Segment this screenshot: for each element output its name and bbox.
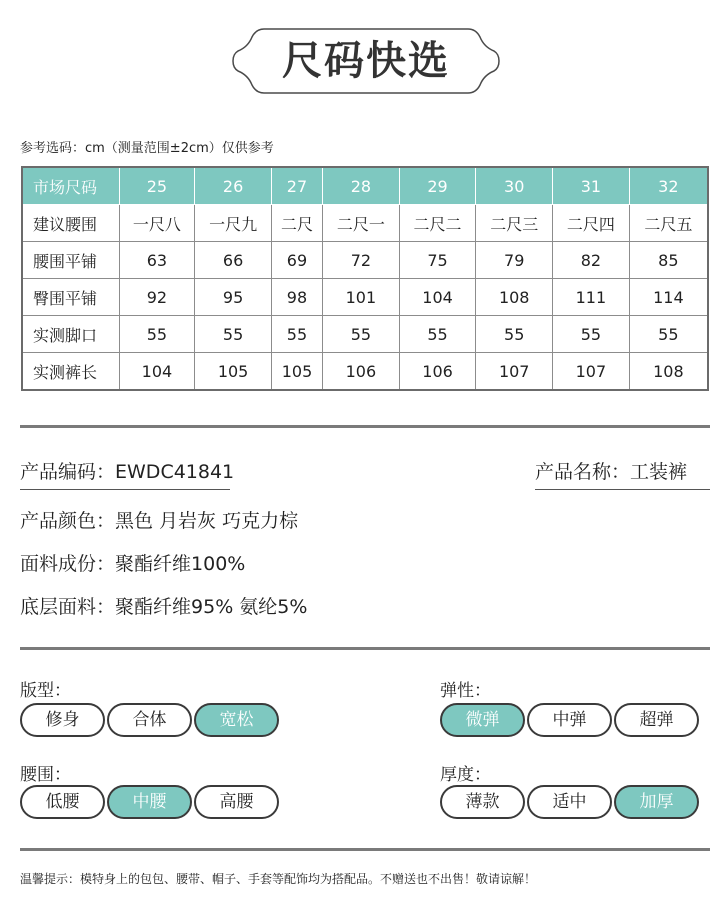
table-cell: 101 xyxy=(323,279,400,316)
fit-option[interactable]: 合体 xyxy=(107,703,192,737)
table-row xyxy=(22,205,708,242)
table-cell: 92 xyxy=(119,279,195,316)
table-cell: 107 xyxy=(553,353,630,391)
table-cell: 55 xyxy=(119,316,195,353)
table-cell: 55 xyxy=(629,316,708,353)
size-header-cell: 32 xyxy=(629,167,708,205)
product-fabric xyxy=(20,549,245,576)
product-fabric-label: 面料成份： xyxy=(20,553,116,575)
elasticity-option[interactable]: 微弹 xyxy=(440,703,525,737)
product-fabric-value: 聚酯纤维100% xyxy=(115,553,246,575)
product-code-value: EWDC41841 xyxy=(115,461,235,483)
product-name-underline xyxy=(535,489,710,490)
table-cell: 二尺一 xyxy=(323,205,400,242)
waist-label: 腰围： xyxy=(20,765,71,785)
product-colors-value: 黑色 月岩灰 巧克力棕 xyxy=(115,510,299,532)
page-title: 尺码快选 xyxy=(282,38,450,84)
divider xyxy=(20,425,710,428)
row-header-cell: 实测脚口 xyxy=(22,316,119,353)
product-name-label: 产品名称： xyxy=(535,461,631,483)
table-row xyxy=(22,242,708,279)
table-cell: 63 xyxy=(119,242,195,279)
title-banner xyxy=(232,28,500,94)
table-cell: 一尺八 xyxy=(119,205,195,242)
table-cell: 二尺 xyxy=(271,205,322,242)
table-cell: 106 xyxy=(323,353,400,391)
table-cell: 106 xyxy=(399,353,476,391)
table-cell: 66 xyxy=(195,242,272,279)
row-header-cell: 实测裤长 xyxy=(22,353,119,391)
fit-option[interactable]: 宽松 xyxy=(194,703,279,737)
table-cell: 111 xyxy=(553,279,630,316)
product-code-label: 产品编码： xyxy=(20,461,116,483)
thickness-label: 厚度： xyxy=(440,765,491,785)
table-cell: 二尺三 xyxy=(476,205,553,242)
table-cell: 55 xyxy=(476,316,553,353)
size-table xyxy=(21,166,709,391)
table-cell: 69 xyxy=(271,242,322,279)
table-row xyxy=(22,316,708,353)
table-header-row xyxy=(22,167,708,205)
table-cell: 二尺五 xyxy=(629,205,708,242)
thickness-option[interactable]: 薄款 xyxy=(440,785,525,819)
size-header-cell: 29 xyxy=(399,167,476,205)
table-cell: 85 xyxy=(629,242,708,279)
waist-option[interactable]: 中腰 xyxy=(107,785,192,819)
table-cell: 55 xyxy=(195,316,272,353)
table-cell: 95 xyxy=(195,279,272,316)
size-header-cell: 28 xyxy=(323,167,400,205)
table-cell: 二尺四 xyxy=(553,205,630,242)
table-cell: 107 xyxy=(476,353,553,391)
table-cell: 55 xyxy=(399,316,476,353)
product-code-underline xyxy=(20,489,230,490)
waist-option[interactable]: 高腰 xyxy=(194,785,279,819)
waist-option[interactable]: 低腰 xyxy=(20,785,105,819)
row-header-cell: 臀围平铺 xyxy=(22,279,119,316)
product-name xyxy=(535,457,687,484)
product-code xyxy=(20,457,234,484)
product-lining-value: 聚酯纤维95% 氨纶5% xyxy=(115,596,308,618)
elasticity-option[interactable]: 中弹 xyxy=(527,703,612,737)
table-cell: 55 xyxy=(271,316,322,353)
elasticity-label: 弹性： xyxy=(440,681,491,701)
thickness-option[interactable]: 适中 xyxy=(527,785,612,819)
table-cell: 75 xyxy=(399,242,476,279)
table-cell: 108 xyxy=(476,279,553,316)
size-header-cell: 27 xyxy=(271,167,322,205)
table-cell: 二尺二 xyxy=(399,205,476,242)
product-lining-label: 底层面料： xyxy=(20,596,116,618)
product-lining xyxy=(20,592,307,619)
table-cell: 108 xyxy=(629,353,708,391)
row-header-cell: 建议腰围 xyxy=(22,205,119,242)
row-header-cell: 市场尺码 xyxy=(22,167,119,205)
size-header-cell: 30 xyxy=(476,167,553,205)
elasticity-option[interactable]: 超弹 xyxy=(614,703,699,737)
divider xyxy=(20,848,710,851)
size-header-cell: 26 xyxy=(195,167,272,205)
product-colors xyxy=(20,506,298,533)
table-row xyxy=(22,279,708,316)
table-row xyxy=(22,353,708,391)
product-name-value: 工装裤 xyxy=(630,461,688,483)
size-header-cell: 25 xyxy=(119,167,195,205)
table-cell: 114 xyxy=(629,279,708,316)
table-cell: 105 xyxy=(195,353,272,391)
table-cell: 72 xyxy=(323,242,400,279)
fit-option[interactable]: 修身 xyxy=(20,703,105,737)
table-cell: 105 xyxy=(271,353,322,391)
table-cell: 82 xyxy=(553,242,630,279)
row-header-cell: 腰围平铺 xyxy=(22,242,119,279)
size-note: 参考选码：cm（测量范围±2cm）仅供参考 xyxy=(20,141,274,156)
product-colors-label: 产品颜色： xyxy=(20,510,116,532)
table-cell: 一尺九 xyxy=(195,205,272,242)
table-cell: 79 xyxy=(476,242,553,279)
table-cell: 104 xyxy=(119,353,195,391)
table-cell: 55 xyxy=(323,316,400,353)
size-header-cell: 31 xyxy=(553,167,630,205)
table-cell: 98 xyxy=(271,279,322,316)
table-cell: 104 xyxy=(399,279,476,316)
thickness-option[interactable]: 加厚 xyxy=(614,785,699,819)
fit-label: 版型： xyxy=(20,681,71,701)
footer-notice: 温馨提示：模特身上的包包、腰带、帽子、手套等配饰均为搭配品。不赠送也不出售！敬请谅解！ xyxy=(20,872,537,886)
divider xyxy=(20,647,710,650)
table-cell: 55 xyxy=(553,316,630,353)
